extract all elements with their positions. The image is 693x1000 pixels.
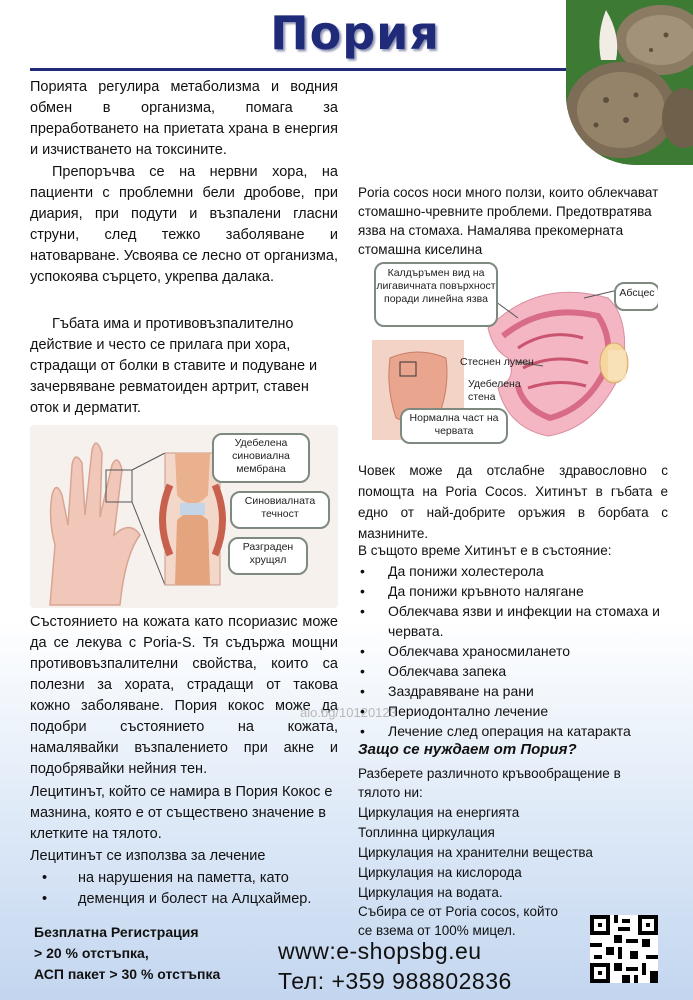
- right-paragraph-2: Човек може да отслабне здравословно с помощта на Poria Cocos. Хитинът в гъбата е едно от най-добрите оръжия в борбата с мазнините.: [358, 463, 668, 541]
- right-paragraph-5: Събира се от Poria cocos, който се взема от 100% мицел.: [358, 904, 559, 938]
- left-paragraph-1: Порията регулира метаболизма и водния обмен в организма, помага за преработването на приетата храна в енергия и изчистването на токсините.: [30, 79, 338, 158]
- joint-illustration: [30, 425, 338, 608]
- callout-synovial-membrane: Удебелена синовиална мембрана: [212, 433, 310, 483]
- list-item: • Облекчава храносмилането: [358, 641, 676, 661]
- left-paragraph-5: Лецитинът, който се намира в Пория Кокос е мазнина, която е от съществено значение в клетките на тялото.: [30, 784, 333, 842]
- promo-registration: Безплатна Регистрация: [34, 924, 199, 940]
- question-heading: Защо се нуждаем от Пория?: [358, 741, 577, 758]
- right-paragraph-4: Разберете различното кръвообращение в тялото ни:: [358, 766, 621, 800]
- promo-discount: > 20 % отстъпка,: [34, 945, 149, 961]
- left-paragraph-3: Гъбата има и противовъзпалително действие и често се прилага при хора, страдащи от болки в ставите и подуване и зачервяване ревматоиден артрит, ставен оток и дерматит.: [30, 316, 318, 416]
- label-narrowed-lumen: Стеснен лумен: [460, 356, 534, 368]
- circulation-list: [358, 803, 668, 903]
- left-paragraph-2: Препоръчва се на нервни хора, на пациенти с проблемни бели дробове, при диария, при подути и възпалени гласни струни, след тежко заболяване и натоварване. Усвоява се лесно от организма, успокоява сърцето, укрепва далака.: [30, 164, 338, 285]
- list-item: Циркулация на водата.: [358, 885, 503, 900]
- website-link[interactable]: www:e-shopsbg.eu: [278, 938, 482, 964]
- left-paragraph-4: Състоянието на кожата като псориазис може да се лекува с Poria-S. Тя съдържа мощни противовъзпалителни свойства, които са полезни за хората, страдащи от такова кожно заболяване. Пория кокос може да подобри състоянието на кожата, намалявайки възпалението при акне и подобрявайки нейния тен.: [30, 614, 338, 777]
- list-item: • на нарушения на паметта, като: [40, 868, 340, 889]
- left-paragraph-6: Лецитинът се използва за лечение: [30, 848, 266, 864]
- qr-code: [590, 915, 658, 983]
- intestine-illustration: [368, 258, 658, 450]
- list-item: Циркулация на кислорода: [358, 865, 522, 880]
- list-item: • Да понижи кръвното налягане: [358, 581, 676, 601]
- page-title: Пория: [270, 6, 440, 60]
- list-item: Топлинна циркулация: [358, 825, 495, 840]
- right-paragraph-3: В същото време Хитинът е в състояние:: [358, 543, 612, 558]
- mushroom-photo: [566, 0, 693, 165]
- label-thickened-wall: Удебелена стена: [468, 378, 521, 403]
- promo-block: [34, 922, 254, 985]
- list-item: • Периодонтално лечение: [358, 701, 676, 721]
- list-item: Циркулация на енергията: [358, 805, 520, 820]
- list-item: • Заздравяване на рани: [358, 681, 676, 701]
- left-bullet-list: [40, 868, 340, 910]
- list-item: • Облекчава запека: [358, 661, 676, 681]
- list-item: • Да понижи холестерола: [358, 561, 676, 581]
- callout-normal-part: Нормална част на червата: [400, 408, 508, 444]
- title-divider: [30, 68, 575, 71]
- promo-asp-package: АСП пакет > 30 % отстъпка: [34, 966, 221, 982]
- callout-synovial-fluid: Синовиалната течност: [230, 491, 330, 529]
- list-item: Циркулация на хранителни вещества: [358, 845, 593, 860]
- callout-cobblestone: Калдъръмен вид на лигавичната повърхност поради линейна язва: [374, 262, 498, 327]
- right-paragraph-1: Poria cocos носи много ползи, които облекчават стомашно-чревните проблеми. Предотвратява язва на стомаха. Намалява прекомерната стомашна киселина: [358, 185, 659, 257]
- list-item: • Лечение след операция на катаракта: [358, 721, 676, 741]
- chitin-benefits-list: [358, 561, 676, 741]
- phone-number: Тел: +359 988802836: [278, 968, 512, 994]
- callout-abscess: Абсцес: [614, 282, 658, 311]
- callout-cartilage: Разграден хрущял: [228, 537, 308, 575]
- list-item: • деменция и болест на Алцхаймер.: [40, 889, 340, 910]
- list-item: • Облекчава язви и инфекции на стомаха и червата.: [358, 601, 676, 641]
- watermark: alo.bg/10120123: [300, 705, 397, 720]
